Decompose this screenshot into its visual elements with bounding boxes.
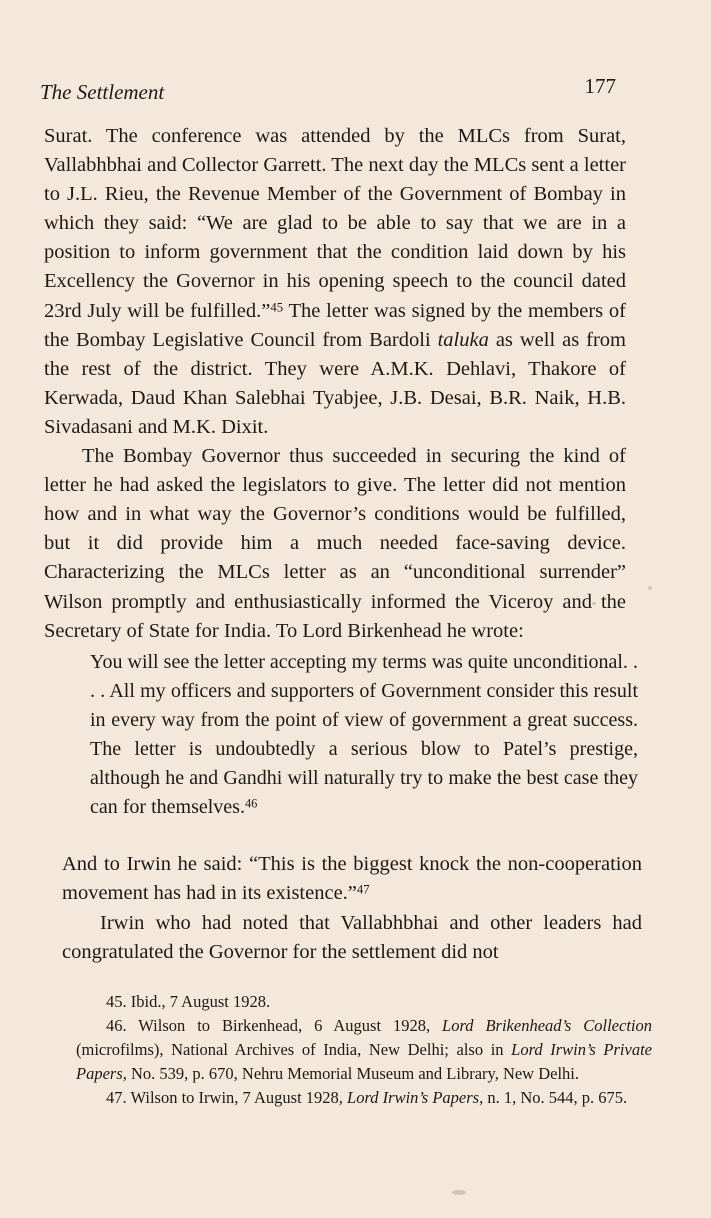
footnote-ref-46: 46 — [244, 796, 258, 811]
paragraph-3 — [62, 850, 642, 909]
footnote-47-text-a: 47. Wilson to Irwin, 7 August 1928, — [106, 1088, 348, 1107]
footnote-46-title-1: Lord Brikenhead’s Collection — [442, 1016, 652, 1035]
footnote-47-text-b: , n. 1, No. 544, p. 675. — [479, 1088, 628, 1107]
block-quote — [90, 648, 638, 822]
footnote-46 — [76, 1014, 652, 1086]
paragraph-1-text-b: The letter was signed by the members of the Bombay Legislative Council from Bardoli — [44, 299, 627, 351]
footnote-45: 45. Ibid., 7 August 1928. — [106, 992, 271, 1011]
footnote-ref-45: 45 — [270, 299, 284, 314]
footnote-47-title: Lord Irwin’s Papers — [347, 1088, 480, 1107]
scan-speck — [592, 602, 596, 605]
paragraph-1-text-a: Surat. The conference was attended by the MLCs from Surat, Vallabhbhai and Collector Garrett. The next day the MLCs sent a letter to J.L. Rieu, the Revenue Member of the Government of Bombay in which they said: “We are glad to be able to say that we are in a position to inform government that the condition laid down by his Excellency the Governor in his opening speech to the council dated 23rd July will be fulfilled.” — [44, 125, 626, 322]
running-head: The Settlement — [40, 80, 165, 104]
footnote-46-text-b: (microfilms), National Archives of India, New Delhi; also in — [76, 1040, 512, 1059]
paragraph-4: Irwin who had noted that Vallabhbhai and other leaders had congratulated the Governor for the settlement did not — [62, 911, 642, 964]
block-quote-text: You will see the letter accepting my terms was quite unconditional. . . . All my officers and supporters of Government consider this result in every way from the point of view of government a great success. The letter is undoubtedly a serious blow to Patel’s prestige, although he and Gandhi will naturally try to make the best case they can for themselves. — [90, 651, 638, 818]
scan-smudge — [452, 1190, 466, 1195]
page-number: 177 — [584, 74, 616, 98]
main-text — [44, 122, 626, 646]
paragraph-1-text-c: as well as from the rest of the district. They were A.M.K. Dehlavi, Thakore of Kerwada, Daud Khan Salebhai Tyabjee, J.B. Desai, B.R. Naik, H.B. Sivadasani and M.K. Dixit. — [44, 328, 626, 438]
footnote-46-title-2: Lord Irwin’s Private Papers — [76, 1040, 652, 1083]
italic-taluka: taluka — [437, 328, 489, 351]
scan-speck — [648, 586, 652, 590]
footnote-46-text-a: 46. Wilson to Birkenhead, 6 August 1928, — [106, 1016, 443, 1035]
footnote-47 — [76, 1086, 652, 1110]
page-header — [40, 74, 616, 108]
paragraph-1 — [44, 122, 626, 442]
footnote-ref-47: 47 — [356, 882, 370, 897]
footnotes — [76, 990, 652, 1110]
paragraph-2: The Bombay Governor thus succeeded in securing the kind of letter he had asked the legislators to give. The letter did not mention how and in what way the Governor’s conditions would be fulfilled, but it did provide him a much needed face-saving device. Characterizing the MLCs letter as an “unconditional surrender” Wilson promptly and enthusiastically informed the Viceroy and the Secretary of State for India. To Lord Birkenhead he wrote: — [44, 445, 626, 642]
paragraph-3-text: And to Irwin he said: “This is the biggest knock the non-cooperation movement has had in its existence.” — [62, 853, 642, 905]
continuation-text — [62, 850, 642, 968]
footnote-46-text-c: , No. 539, p. 670, Nehru Memorial Museum and Library, New Delhi. — [122, 1064, 580, 1083]
